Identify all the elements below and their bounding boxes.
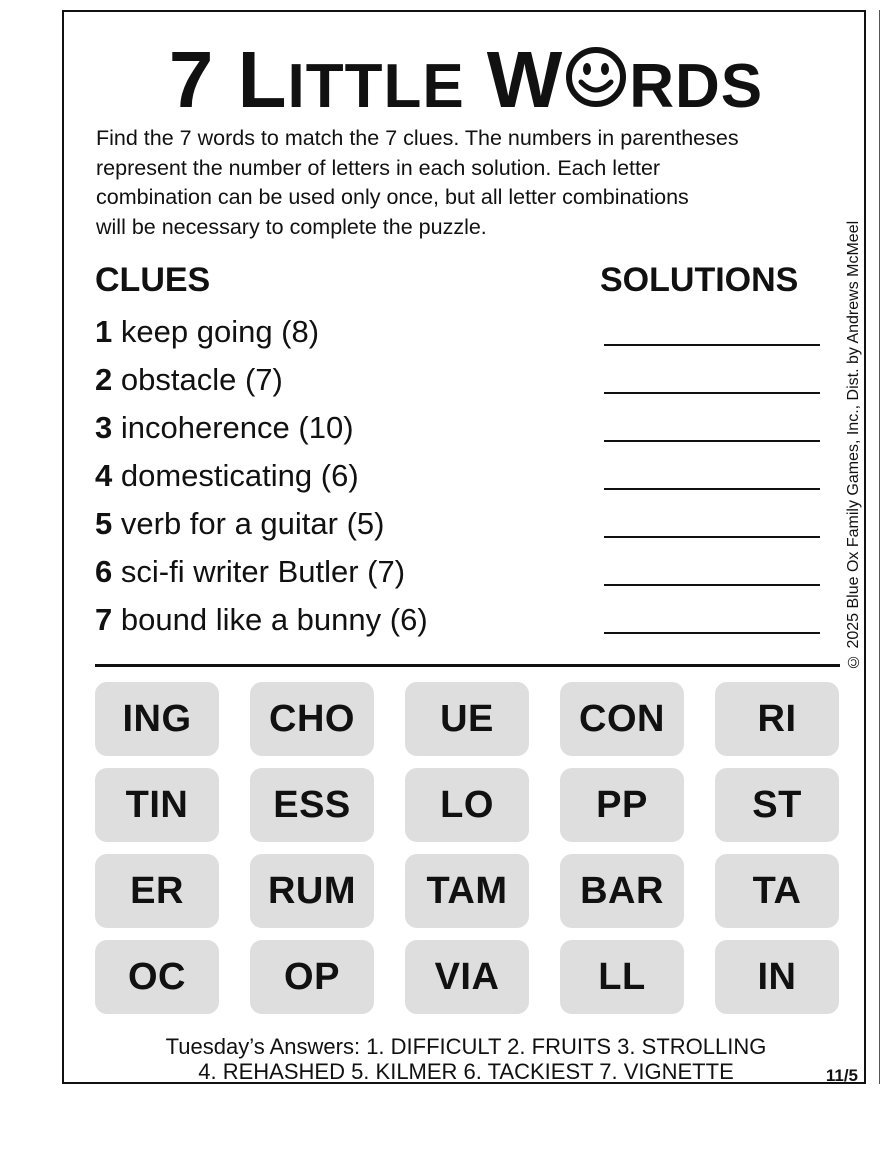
title-little-rest: ITTLE <box>287 52 465 121</box>
letter-tile[interactable]: TIN <box>95 768 219 842</box>
clue-number: 1 <box>95 314 113 349</box>
title-words-rest: RDS <box>629 52 764 121</box>
answers-line-1: Tuesday’s Answers: 1. DIFFICULT 2. FRUITS 3. STROLLING <box>165 1034 767 1059</box>
letter-tile[interactable]: OP <box>250 940 374 1014</box>
puzzle-date: 11/5 <box>825 1066 858 1085</box>
letter-tile-grid <box>95 682 841 1014</box>
letter-tile[interactable]: PP <box>560 768 684 842</box>
letter-tile[interactable]: TAM <box>405 854 529 928</box>
letter-tile[interactable]: CHO <box>250 682 374 756</box>
instructions-line: represent the number of letters in each solution. Each letter <box>96 155 661 180</box>
solutions-header: SOLUTIONS <box>600 261 799 299</box>
title-words-w: W <box>486 35 564 124</box>
letter-tile[interactable]: BAR <box>560 854 684 928</box>
title-prefix: 7 L <box>168 35 288 124</box>
letter-tile[interactable]: CON <box>560 682 684 756</box>
clue-row-4 <box>95 454 820 498</box>
letter-tile[interactable]: VIA <box>405 940 529 1014</box>
clue-number: 5 <box>95 506 113 541</box>
clue-text: domesticating (6) <box>120 458 359 493</box>
clue-number: 3 <box>95 410 113 445</box>
clue-text: obstacle (7) <box>120 362 283 397</box>
instructions-line: will be necessary to complete the puzzle. <box>96 214 487 239</box>
clue-text: sci-fi writer Butler (7) <box>120 554 406 589</box>
clue-row-6 <box>95 550 820 594</box>
letter-tile[interactable]: RUM <box>250 854 374 928</box>
clue-row-1 <box>95 310 820 354</box>
solution-blank-3[interactable] <box>604 440 820 442</box>
letter-tile[interactable]: ER <box>95 854 219 928</box>
instructions-line: Find the 7 words to match the 7 clues. The numbers in parentheses <box>96 126 739 150</box>
previous-answers <box>64 1034 868 1084</box>
clue-number: 2 <box>95 362 113 397</box>
letter-tile[interactable]: IN <box>715 940 839 1014</box>
clue-row-3 <box>95 406 820 450</box>
divider-rule <box>95 664 840 667</box>
clue-number: 4 <box>95 458 113 493</box>
clue-text: keep going (8) <box>120 314 320 349</box>
letter-tile[interactable]: TA <box>715 854 839 928</box>
clue-row-7 <box>95 598 820 642</box>
solution-blank-2[interactable] <box>604 392 820 394</box>
letter-tile[interactable]: LO <box>405 768 529 842</box>
instructions-line: combination can be used only once, but all letter combinations <box>96 185 689 209</box>
instructions <box>96 124 856 242</box>
letter-tile[interactable]: ING <box>95 682 219 756</box>
clues-header: CLUES <box>95 261 211 299</box>
puzzle-title <box>64 35 868 127</box>
clue-row-2 <box>95 358 820 402</box>
solution-blank-1[interactable] <box>604 344 820 346</box>
letter-tile[interactable]: ST <box>715 768 839 842</box>
page-edge-line <box>879 10 880 1084</box>
solution-blank-7[interactable] <box>604 632 820 634</box>
solution-blank-5[interactable] <box>604 536 820 538</box>
clue-number: 6 <box>95 554 113 589</box>
letter-tile[interactable]: UE <box>405 682 529 756</box>
clue-text: verb for a guitar (5) <box>120 506 385 541</box>
clue-text: incoherence (10) <box>120 410 354 445</box>
clue-row-5 <box>95 502 820 546</box>
smiley-face-icon <box>564 45 628 109</box>
solution-blank-4[interactable] <box>604 488 820 490</box>
letter-tile[interactable]: LL <box>560 940 684 1014</box>
puzzle-frame <box>62 10 866 1084</box>
solution-blank-6[interactable] <box>604 584 820 586</box>
clue-text: bound like a bunny (6) <box>120 602 428 637</box>
copyright-notice: © 2025 Blue Ox Family Games, Inc., Dist. by Andrews McMeel <box>845 220 862 670</box>
letter-tile[interactable]: RI <box>715 682 839 756</box>
clue-number: 7 <box>95 602 113 637</box>
answers-line-2: 4. REHASHED 5. KILMER 6. TACKIEST 7. VIGNETTE <box>198 1059 734 1084</box>
letter-tile[interactable]: ESS <box>250 768 374 842</box>
letter-tile[interactable]: OC <box>95 940 219 1014</box>
